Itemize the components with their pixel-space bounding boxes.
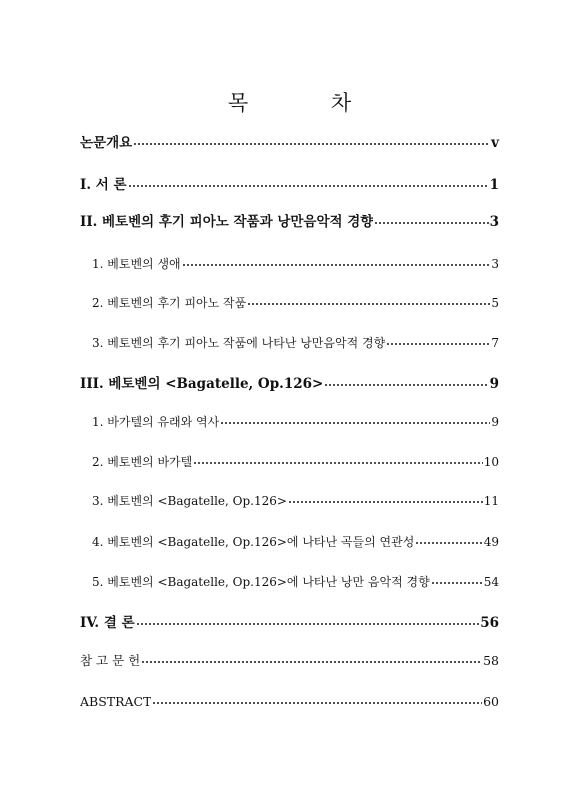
toc-leader-dots (136, 616, 480, 630)
toc-entry-introduction[interactable] (0, 173, 579, 195)
toc-entry-title: 논문개요 (80, 135, 133, 151)
toc-page-number: 9 (491, 415, 499, 429)
toc-entry-title: I. 서 론 (80, 177, 127, 193)
toc-leader-dots (288, 494, 483, 508)
toc-entry-3-1[interactable] (0, 412, 579, 434)
toc-entry-2-2[interactable] (0, 293, 579, 315)
toc-leader-dots (220, 415, 490, 429)
toc-entry-title: ABSTRACT (80, 694, 152, 709)
toc-leader-dots (141, 654, 482, 668)
toc-page-number: 9 (489, 376, 499, 392)
toc-entry-abstract-summary[interactable] (0, 131, 579, 153)
toc-entry-2-3[interactable] (0, 333, 579, 355)
toc-leader-dots (431, 575, 483, 589)
toc-page-number: 11 (483, 494, 499, 508)
toc-leader-dots (182, 257, 491, 271)
toc-leader-dots (133, 136, 490, 150)
toc-page-number: 54 (483, 575, 499, 589)
toc-entry-2-1[interactable] (0, 254, 579, 276)
toc-page-number: 7 (491, 336, 499, 350)
toc-entry-chapter-2[interactable] (0, 210, 579, 232)
toc-page-number: 60 (483, 694, 499, 709)
toc-entry-title: II. 베토벤의 후기 피아노 작품과 낭만음악적 경향 (80, 214, 374, 230)
toc-entry-3-4[interactable] (0, 532, 579, 554)
toc-entry-conclusion[interactable] (0, 611, 579, 633)
toc-entry-references[interactable] (0, 651, 579, 673)
toc-page-number: v (491, 135, 499, 151)
toc-entry-3-5[interactable] (0, 572, 579, 594)
page-title: 목 차 (227, 91, 390, 115)
toc-entry-title: 2. 베토벤의 후기 피아노 작품 (92, 296, 247, 310)
toc-entry-3-3[interactable] (0, 491, 579, 513)
toc-leader-dots (324, 377, 488, 391)
toc-entry-abstract[interactable] (0, 692, 579, 714)
toc-leader-dots (415, 535, 482, 549)
toc-entry-title: 2. 베토벤의 바가텔 (92, 455, 193, 469)
toc-entry-title: 5. 베토벤의 <Bagatelle, Op.126>에 나타난 낭만 음악적 경향 (92, 575, 430, 589)
toc-page-number: 5 (491, 296, 499, 310)
toc-leader-dots (374, 215, 488, 229)
toc-entry-3-2[interactable] (0, 452, 579, 474)
toc-entry-title: 참 고 문 헌 (80, 653, 141, 668)
toc-entry-title: 1. 베토벤의 생애 (92, 257, 181, 271)
toc-page-number: 58 (483, 653, 499, 668)
toc-page-number: 49 (483, 535, 499, 549)
toc-leader-dots (247, 296, 490, 310)
toc-entry-title: III. 베토벤의 <Bagatelle, Op.126> (80, 376, 324, 392)
toc-leader-dots (128, 178, 489, 192)
toc-entry-chapter-3[interactable] (0, 372, 579, 394)
toc-page-number: 10 (483, 455, 499, 469)
toc-leader-dots (193, 455, 482, 469)
toc-page-number: 1 (489, 177, 499, 193)
toc-leader-dots (152, 695, 482, 709)
toc-entry-title: IV. 결 론 (80, 615, 135, 631)
toc-page-number: 3 (491, 257, 499, 271)
toc-entry-title: 3. 베토벤의 후기 피아노 작품에 나타난 낭만음악적 경향 (92, 336, 386, 350)
toc-page-number: 56 (480, 615, 499, 631)
toc-entry-title: 4. 베토벤의 <Bagatelle, Op.126>에 나타난 곡들의 연관성 (92, 535, 415, 549)
toc-leader-dots (386, 336, 490, 350)
toc-entry-title: 1. 바가텔의 유래와 역사 (92, 415, 220, 429)
toc-entry-title: 3. 베토벤의 <Bagatelle, Op.126> (92, 494, 287, 508)
toc-page-number: 3 (489, 214, 499, 230)
